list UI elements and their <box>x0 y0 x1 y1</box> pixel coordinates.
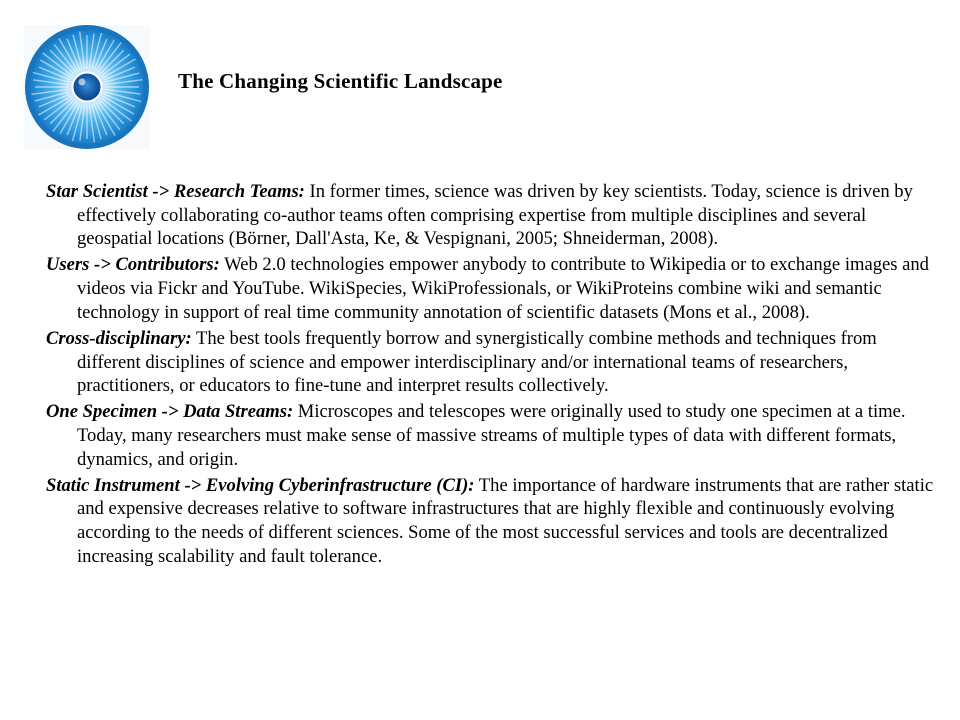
eye-logo-icon <box>24 25 150 149</box>
list-item <box>46 474 936 569</box>
item-text: The best tools frequently borrow and synergistically combine methods and techniques from different disciplines of science and empower interdisciplinary and/or international teams of researchers, practitioners, or educators to fine-tune and interpret results collectively. <box>77 327 877 397</box>
item-heading: Star Scientist -> Research Teams: <box>46 181 305 202</box>
item-text: In former times, science was driven by key scientists. Today, science is driven by effectively collaborating co-author teams often comprising expertise from multiple disciplines and several geospatial locations (Börner, Dall'Asta, Ke, & Vespignani, 2005; Shneiderman, 2008). <box>77 181 913 250</box>
slide-body <box>46 180 936 571</box>
item-text: The importance of hardware instruments that are rather static and expensive decreases relative to software infrastructures that are highly flexible and continuously evolving according to the needs of different sciences. Some of the most successful services and tools are decentralized increasing scalability and fault tolerance. <box>77 474 934 567</box>
eye-logo-svg <box>24 25 150 149</box>
item-heading: Users -> Contributors: <box>46 254 220 276</box>
list-item <box>46 253 936 324</box>
list-item <box>46 400 936 471</box>
list-item <box>46 180 936 251</box>
item-heading: One Specimen -> Data Streams: <box>46 401 294 423</box>
item-text: Microscopes and telescopes were originally used to study one specimen at a time. Today, many researchers must make sense of massive streams of multiple types of data with different formats, dynamics, and origin. <box>77 401 906 470</box>
slide-title: The Changing Scientific Landscape <box>178 69 503 93</box>
item-text: Web 2.0 technologies empower anybody to contribute to Wikipedia or to exchange images and videos via Fickr and YouTube. WikiSpecies, WikiProfessionals, or WikiProteins combine wiki and semantic technology in support of real time community annotation of scientific datasets (Mons et al., 2008). <box>77 254 929 323</box>
list-item <box>46 327 936 398</box>
item-heading: Cross-disciplinary: <box>46 327 192 349</box>
item-heading: Static Instrument -> Evolving Cyberinfrastructure (CI): <box>46 474 475 496</box>
